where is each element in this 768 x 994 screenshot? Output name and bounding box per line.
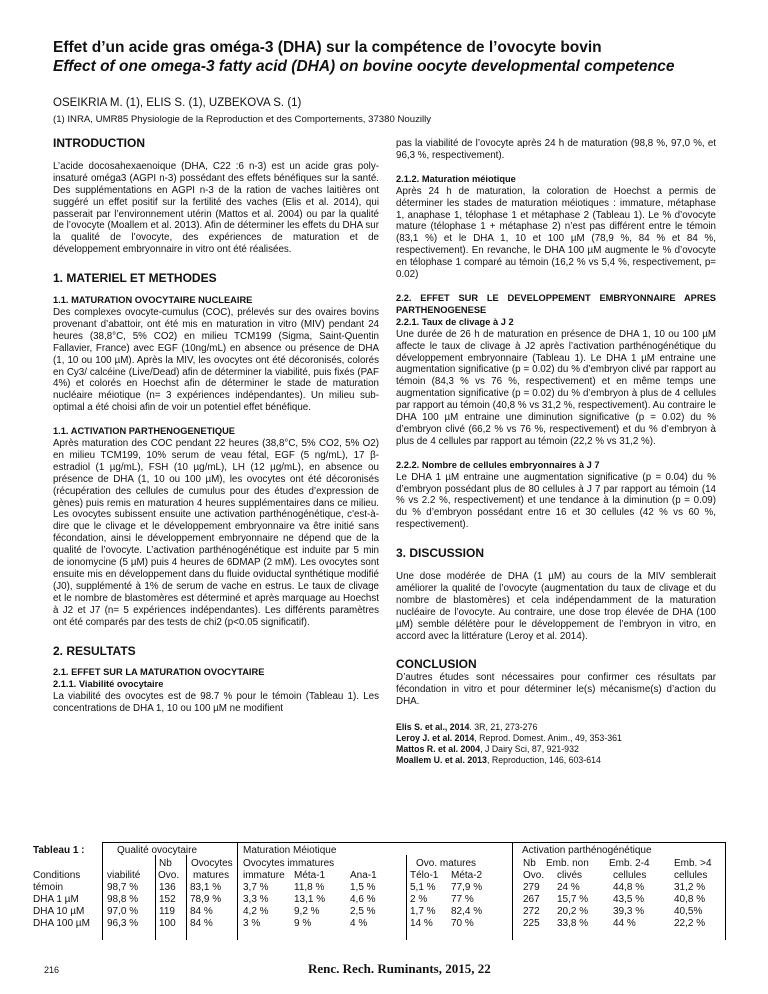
r221-heading: 2.2.1. Taux de clivage à J 2	[396, 316, 514, 327]
table-col-header: matures	[193, 870, 230, 881]
table-col-header: Méta-1	[294, 870, 326, 881]
methods-heading: 1. MATERIEL ET METHODES	[53, 271, 217, 286]
table-row: DHA 100 µM 96,3 % 100 84 % 3 % 9 % 4 % 14 % 70 % 225 33,8 % 44 % 22,2 %	[33, 918, 706, 929]
table-row: DHA 1 µM 98,8 % 152 78,9 % 3,3 % 13,1 % 4,6 % 2 % 77 % 267 15,7 % 43,5 % 40,8 %	[33, 894, 706, 905]
table-group-header: Maturation Méiotique	[243, 845, 337, 856]
table-col-header: Emb. >4	[674, 858, 712, 869]
m12-text: Après maturation des COC pendant 22 heures (38,8°C, 5% CO2, 5% O2) en milieu TCM199, 10% serum de veau fétal, EGF (5 ng/mL), 17 β-estradiol (1 µg/mL), FSH (10 µg/mL), LH (12 µg/mL), en absence ou présence de DHA (1, 10 ou 100 µM), les ovocytes ont été décoronisés (récupération des cellules de cumulus pour des études d’expression de gènes) puis remis en maturation 4 heures supplémentaires dans ce milieu. Les ovocytes subissent ensuite une activation parthénogénétique, c'est-à-dire que le clivage et le développement embryonnaire va être initié sans fécondation, ainsi le développement embryonnaire ne dépend que de la qualité de l’ovocyte. L’activation parthénogénétique est induite par 5 min de ionomycine (5 µM) puis 4 heures de 6DMAP (2 mM). Les ovocytes sont ensuite mis en développement dans du fluide oviductal synthétique modifié (J0), supplémenté à 1% de serum de vache en estrus. Le taux de clivage et le nombre de blastomères est déterminé et après marquage au Hoechst à J2 et J7 (n= 5 expériences indépendantes). Les différents paramètres ont été comparés par des tests de chi2 (p<0.05 significatif).	[53, 438, 379, 628]
table-col-header: Ovocytes	[191, 858, 233, 869]
conclusion-heading: CONCLUSION	[396, 656, 477, 671]
discussion-text: Une dose modérée de DHA (1 µM) au cours de la MIV semblerait améliorer la qualité de l’ovocyte (augmentation du taux de clivage et du nombre de blastomères) et cela indépendamment de la maturation nucléaire de l’ovocyte. Au contraire, une dose trop élevée de DHA (100 µM) semble délétère pour le développement de l’embryon in vitro, en accord avec la littérature (Leroy et al. 2014).	[396, 571, 716, 642]
r222-text: Le DHA 1 µM entraine une augmentation significative (p = 0.04) du % d’embryon possédant plus de 80 cellules à J 7 par rapport au témoin (14 % vs 2.2 %, respectivement) et une tendance à la diminution (p = 0.09) du % d’embryon possédant entre 16 et 30 cellules (42 % vs 60 %, respectivement).	[396, 471, 716, 531]
table-col-header: Ovo.	[523, 870, 545, 881]
r221-text: Une durée de 26 h de maturation en présence de DHA 1, 10 ou 100 µM affecte le taux de clivage à J2 après l’activation parthénogénétique du développement embryonnaire (Tableau 1). Le DHA 1 µM entraine une augmentation significative (p = 0.02) du % d’embryon clivé par rapport au témoin (84,3 % vs 76 %, respectivement) et en même temps une augmentation significative (p = 0.02) du % d’embryon à plus de 4 cellules par rapport au témoin (40,8 % vs 31,2 %, respectivement). Au contraire le DHA 100 µM entraine une diminution significative (p = 0.02) du % d’embryon clivé (66,2 % vs 76 %, respectivement) et du % d’embryon à plus de 4 cellules par rapport au témoin (22,2 % vs 31,2 %).	[396, 328, 716, 447]
reference-item: Moallem U. et al. 2013, Reproduction, 146, 603-614	[396, 755, 601, 766]
table-col-header: Emb. non	[546, 858, 589, 869]
table-col-header: viabilité	[107, 870, 141, 881]
table-col-header: Nb	[159, 858, 172, 869]
left-column	[53, 138, 379, 715]
r211-continued: pas la viabilité de l’ovocyte après 24 h de maturation (98,8 %, 97,0 %, et 96,3 %, respectivement).	[396, 138, 716, 161]
authors: OSEIKRIA M. (1), ELIS S. (1), UZBEKOVA S. (1)	[53, 97, 302, 109]
r211-heading: 2.1.1. Viabilité ovocytaire	[53, 679, 164, 690]
r222-heading: 2.2.2. Nombre de cellules embryonnaires à J 7	[396, 459, 600, 470]
table-col-header: Ovo.	[158, 870, 180, 881]
table-row: DHA 10 µM 97,0 % 119 84 % 4,2 % 9,2 % 2,5 % 1,7 % 82,4 % 272 20,2 % 39,3 % 40,5%	[33, 906, 703, 917]
table-group-header: Qualité ovocytaire	[117, 845, 198, 856]
reference-item: Mattos R. et al. 2004, J Dairy Sci, 87, 921-932	[396, 744, 579, 755]
r211-text: La viabilité des ovocytes est de 98.7 % pour le témoin (Tableau 1). Les concentrations de DHA 1, 10 ou 100 µM ne modifient	[53, 691, 379, 715]
table-group-header: Activation parthénogénétique	[522, 845, 652, 856]
table-col-header: Emb. 2-4	[609, 858, 650, 869]
table-col-header: clivés	[557, 870, 583, 881]
results-heading: 2. RESULTATS	[53, 643, 136, 658]
table-col-header: Nb	[523, 858, 536, 869]
table-row: témoin 98,7 % 136 83,1 % 3,7 % 11,8 % 1,5 % 5,1 % 77,9 % 279 24 % 44,8 % 31,2 %	[33, 882, 706, 893]
conclusion-text: D’autres études sont nécessaires pour confirmer ces résultats par fécondation in vitro et pour déterminer le(s) mécanisme(s) d’action du DHA.	[396, 672, 716, 708]
reference-item: Elis S. et al., 2014. 3R, 21, 273-276	[396, 722, 538, 733]
intro-text: L’acide docosahexaenoique (DHA, C22 :6 n-3) est un acide gras poly-insaturé oméga3 (AGPI n-3) possédant des effets bénéfiques sur la santé. Des supplémentations en AGPI n-3 de la ration de vaches laitières ont suggéré un effet positif sur la fertilité des vaches (Elis et al. 2014), qui passerait par l’environnement utérin (Mattos et al. 2004) ou par la qualité de l’ovocyte (Moallem et al. 2013). Afin de déterminer les effets du DHA sur la qualité de l’ovocyte, des expériences de maturation et de développement embryonnaire in vitro ont été réalisées.	[53, 160, 379, 256]
table-col-header: Ana-1	[350, 870, 377, 881]
table-rule	[237, 842, 512, 843]
table-rule	[102, 842, 237, 843]
table-col-header: cellules	[674, 870, 708, 881]
right-column	[396, 138, 716, 766]
r21-heading: 2.1. EFFET SUR LA MATURATION OVOCYTAIRE	[53, 667, 265, 678]
m12-heading: 1.1. ACTIVATION PARTHENOGENETIQUE	[53, 426, 235, 437]
r212-text: Après 24 h de maturation, la coloration de Hoechst a permis de déterminer les stades de maturation méiotiques : immature, métaphase 1, anaphase 1, télophase 1 et métaphase 2 (Tableau 1). Le % d’ovocyte mature (télophase 1 + métaphase 2) n’est pas différent entre le témoin (83,1 %) et le DHA 1, 10 et 100 µM (78,9 %, 84 % et 84 %, respectivement). En revanche, le DHA 100 µM augmente le % d’ovocyte en télophase 1 comparé au témoin (16,2 % vs 5,4 %, respectivement, p= 0.02)	[396, 185, 716, 281]
table-col-header: Télo-1	[410, 870, 439, 881]
r22-heading: 2.2. EFFET SUR LE DEVELOPPEMENT EMBRYONNAIRE APRES PARTHENOGENESE	[396, 292, 716, 315]
table-rule	[512, 842, 725, 843]
table-col-header: Ovocytes immatures	[243, 858, 335, 869]
journal-footer: Renc. Rech. Ruminants, 2015, 22	[308, 961, 491, 976]
title-french: Effet d’un acide gras oméga-3 (DHA) sur la compétence de l’ovocyte bovin	[53, 39, 602, 56]
page-number: 216	[44, 965, 60, 975]
intro-heading: INTRODUCTION	[53, 136, 145, 150]
table-col-header: Méta-2	[451, 870, 483, 881]
references	[396, 722, 716, 766]
table-col-header: Conditions	[33, 870, 81, 881]
m11-text: Des complexes ovocyte-cumulus (COC), prélevés sur des ovaires bovins provenant d’abattoir, ont été mis en maturation in vitro (MIV) pendant 24 heures (38,8°C, 5% CO2) en milieu TCM199 (Sigma, Saint-Quentin Fallavier, France) avec EGF (10ng/mL) en absence ou présence de DHA (1, 10 ou 100 µM). Après la MIV, les ovocytes ont été décoronisés, colorés en Cy3/ calcéine (Live/Dead) afin de déterminer la viabilité, puis fixés (PAF 4%) et colorés en Hoechst afin de déterminer le stade de maturation nucléaire méiotique (n= 3 expériences indépendantes). Un milieu sub-optimal a été choisi afin de voir un potentiel effet bénéfique.	[53, 306, 379, 414]
page-title	[53, 38, 733, 76]
title-english: Effect of one omega-3 fatty acid (DHA) on bovine oocyte developmental competence	[53, 58, 675, 75]
table-col-header: immature	[243, 870, 285, 881]
r212-heading: 2.1.2. Maturation méiotique	[396, 173, 516, 184]
affiliation: (1) INRA, UMR85 Physiologie de la Reproduction et des Comportements, 37380 Nouzilly	[53, 114, 432, 125]
table-label: Tableau 1 :	[33, 845, 85, 856]
table-col-header: Ovo. matures	[416, 858, 477, 869]
m11-heading: 1.1. MATURATION OVOCYTAIRE NUCLEAIRE	[53, 295, 253, 306]
table-col-header: cellules	[613, 870, 647, 881]
reference-item: Leroy J. et al. 2014, Reprod. Domest. Anim., 49, 353-361	[396, 733, 622, 744]
discussion-heading: 3. DISCUSSION	[396, 546, 485, 561]
